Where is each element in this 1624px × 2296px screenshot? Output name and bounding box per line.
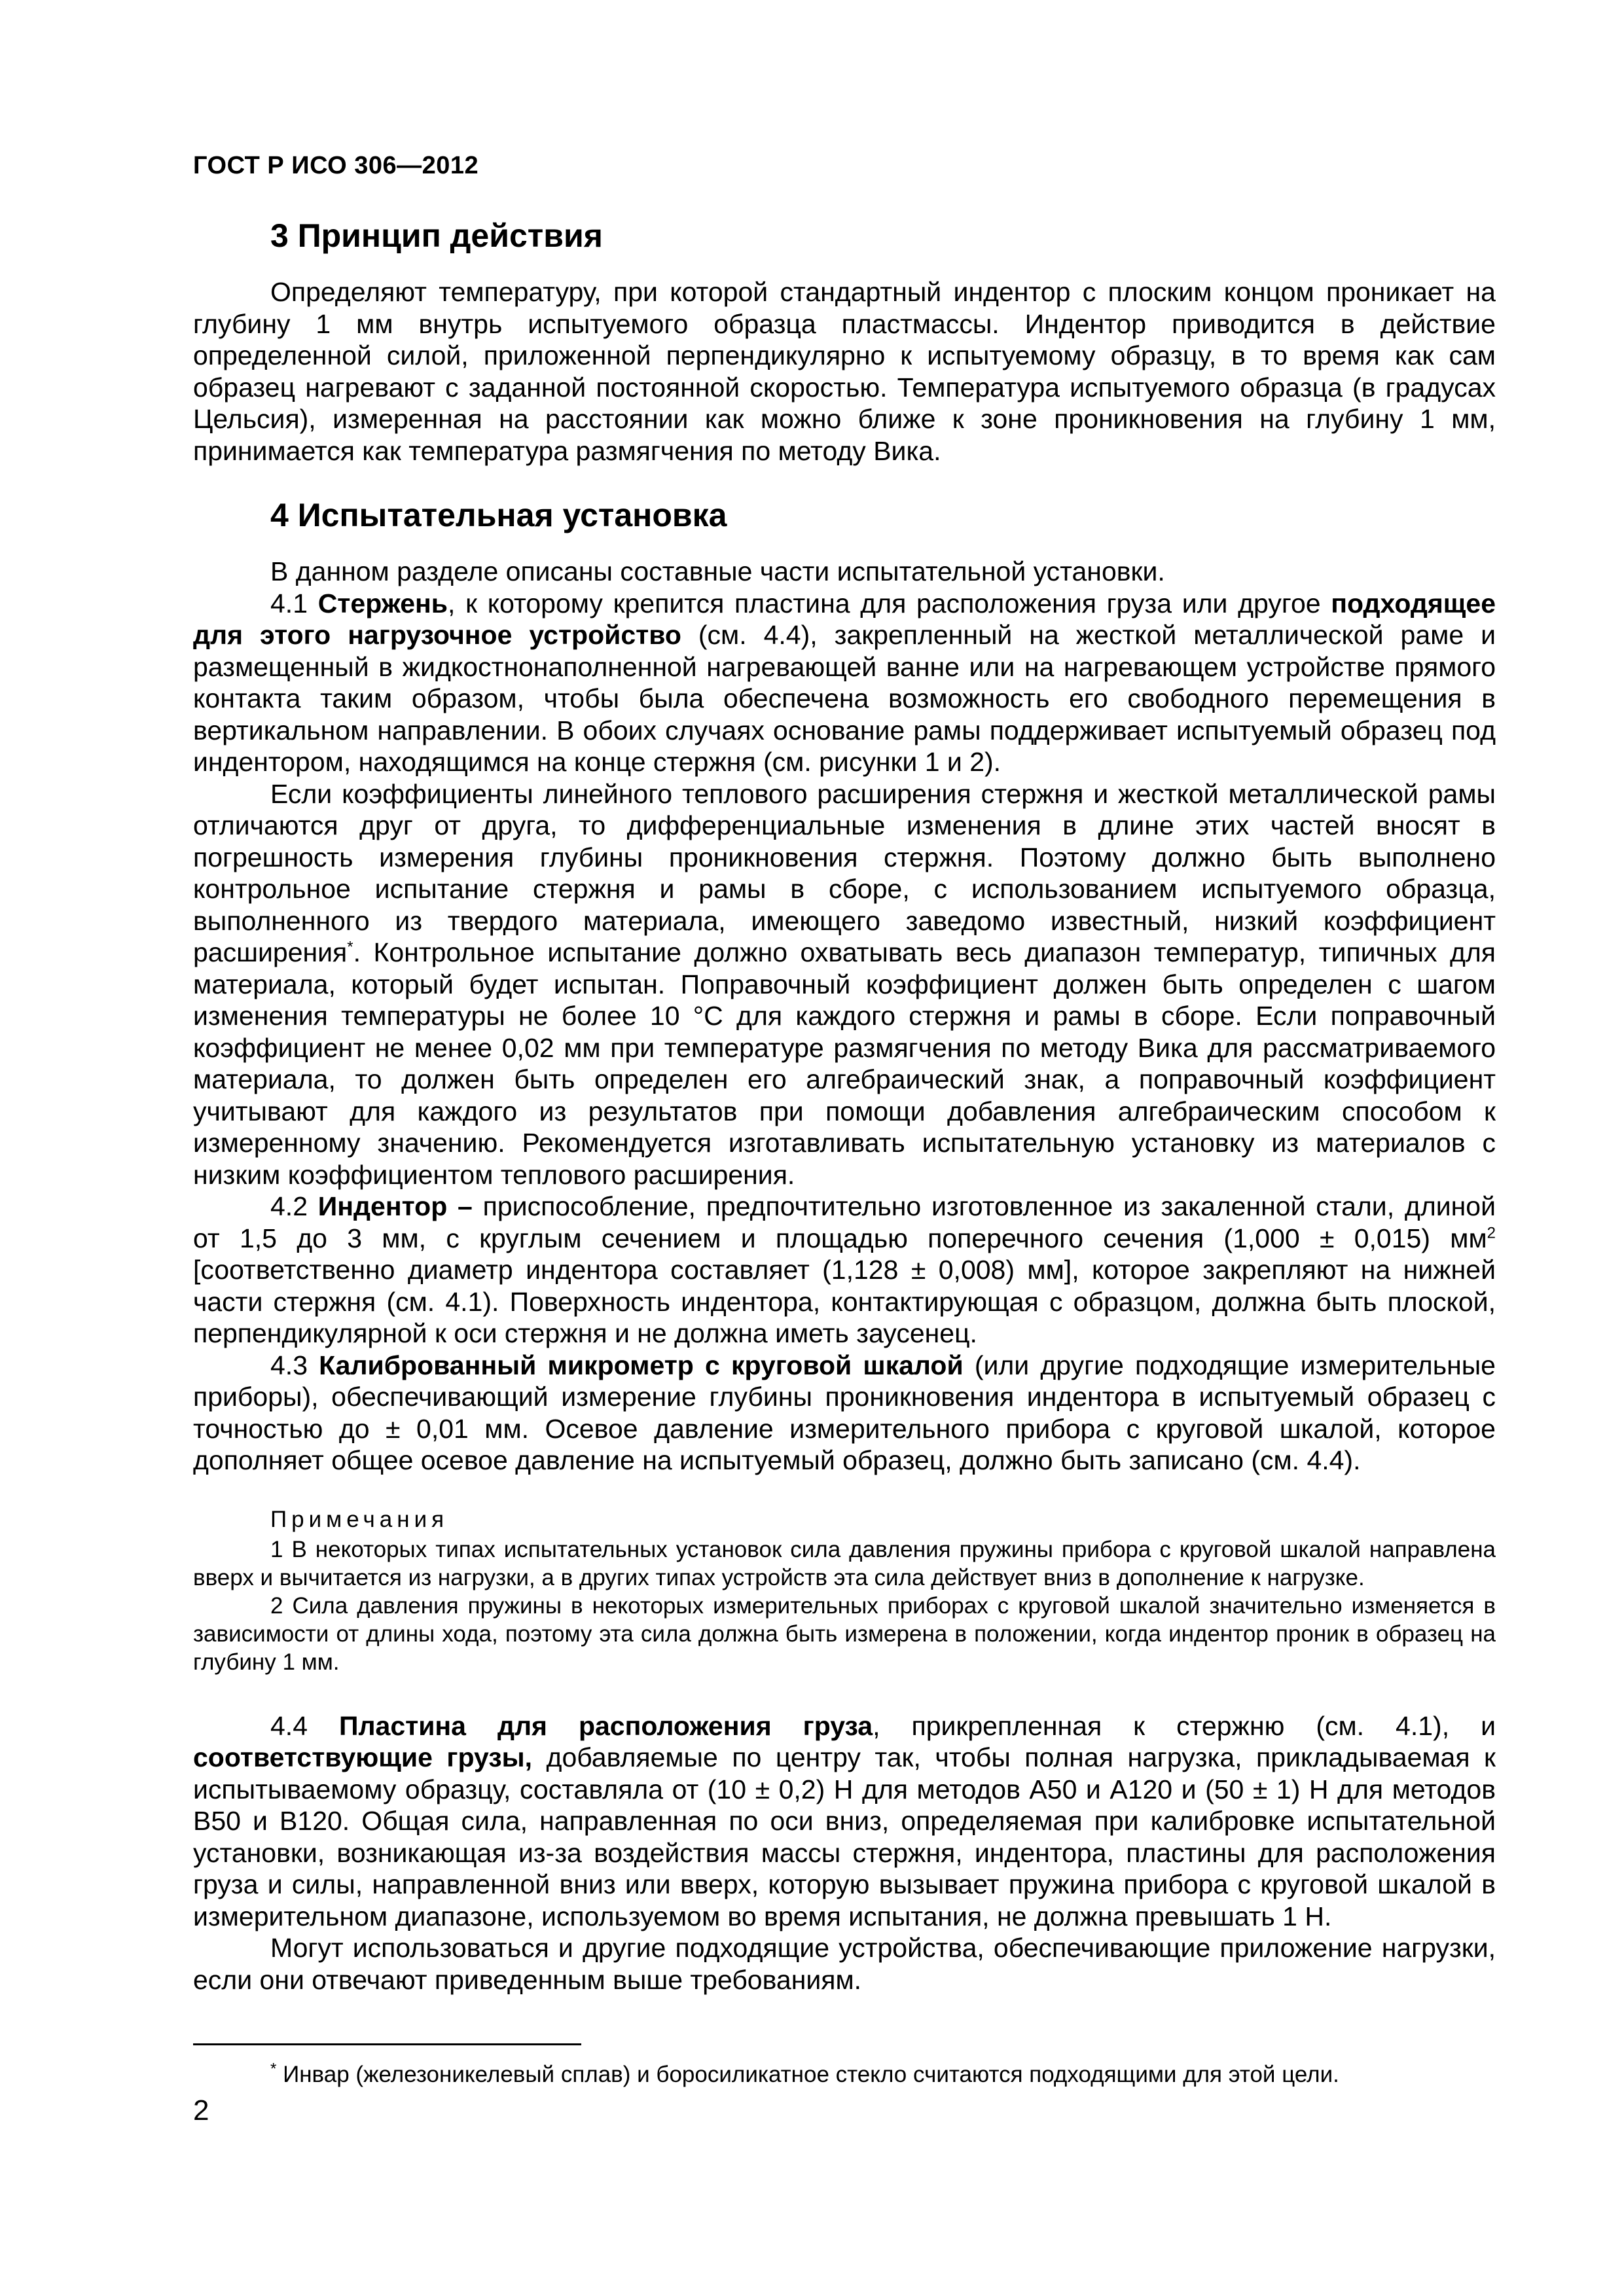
clause-number: 4.1 xyxy=(270,588,318,619)
page-number: 2 xyxy=(193,2094,209,2126)
footnote-separator xyxy=(193,2043,581,2045)
clause-text: Если коэффициенты линейного теплового расширения стержня и жесткой металлической рамы отличаются друг от друга, то дифференциальные изменения в длине этих частей вносят в погрешность измерения глубины проникновения стержня. Поэтому должно быть выполнено контрольное испытание стержня и рамы в сборе, с использованием испытуемого образца, выполненного из твердого материала, имеющего заведомо известный, низкий коэффициент расширения xyxy=(193,778,1496,967)
term-micrometer: Калиброванный микрометр с круговой шкалой xyxy=(319,1350,964,1380)
clause-number: 4.2 xyxy=(270,1191,318,1221)
clause-4-1-continued xyxy=(193,778,1496,1191)
section-4-heading: 4 Испытательная установка xyxy=(270,497,727,533)
term-load-plate: Пластина для расположения груза xyxy=(339,1710,873,1741)
clause-text: (см. 4.4), закрепленный на жесткой металлической раме и размещенный в жидкостнонаполненной нагревающей ванне или на нагревающем устройстве прямого контакта таким образом, чтобы была обеспечена возможность его свободного перемещения в вертикальном направлении. В обоих случаях основание рамы поддерживает испытуемый образец под индентором, находящимся на конце стержня (см. рисунки 1 и 2). xyxy=(193,620,1496,777)
clause-4-1 xyxy=(193,588,1496,778)
term-rod: Стержень xyxy=(317,588,448,619)
footnote xyxy=(270,2060,1501,2089)
clause-text: . Контрольное испытание должно охватывать весь диапазон температур, типичных для материала, который будет испытан. Поправочный коэффициент должен быть определен с шагом изменения температуры не более 10 °С для каждого стержня и рамы в сборе. Если поправочный коэффициент не менее 0,02 мм при температуре размягчения по методу Вика для рассматриваемого материала, то должен быть определен его алгебраический знак, а поправочный коэффициент учитывают для каждого из результатов при помощи добавления алгебраическим способом к измеренному значению. Рекомендуется изготавливать испытательную установку из материалов с низким коэффициентом теплового расширения. xyxy=(193,937,1496,1190)
section-4-intro: В данном разделе описаны составные части испытательной установки. xyxy=(270,556,1165,586)
clause-text: [соответственно диаметр индентора составляет (1,128 ± 0,008) мм], которое закрепляют на нижней части стержня (см. 4.1). Поверхность индентора, контактирующая с образцом, должна быть плоской, перпендикулярной к оси стержня и не должна иметь заусенец. xyxy=(193,1255,1496,1348)
clause-text: , прикрепленная к стержню (см. 4.1), и xyxy=(873,1710,1496,1741)
section-3-heading: 3 Принцип действия xyxy=(270,217,603,254)
term-loading-device: подходящее для этого нагрузочное устройство xyxy=(193,588,1496,650)
clause-4-4-continued: Могут использоваться и другие подходящие устройства, обеспечивающие приложение нагрузки, если они отвечают приведенным выше требованиям. xyxy=(193,1933,1496,1995)
clause-number: 4.3 xyxy=(270,1350,319,1380)
clause-4-3 xyxy=(193,1350,1496,1477)
section-3-paragraph: Определяют температуру, при которой стандартный индентор с плоским концом проникает на глубину 1 мм внутрь испытуемого образца пластмассы. Индентор приводится в действие определенной силой, приложенной перпендикулярно к испытуемому образцу, в то время как сам образец нагревают с заданной постоянной скоростью. Температура испытуемого образца (в градусах Цельсия), измеренная на расстоянии как можно ближе к зоне проникновения на глубину 1 мм, принимается как температура размягчения по методу Вика. xyxy=(193,277,1496,466)
superscript: 2 xyxy=(1487,1223,1496,1242)
clause-4-4 xyxy=(193,1710,1496,1933)
clause-text: добавляемые по центру так, чтобы полная нагрузка, прикладываемая к испытываемому образцу, составляла от (10 ± 0,2) Н для методов А50 и А120 и (50 ± 1) Н для методов В50 и В120. Общая сила, направленная по оси вниз, определяемая при калибровке испытательной установки, возникающая из-за воздействия массы стержня, индентора, пластины для расположения груза и силы, направленной вниз или вверх, которую вызывает пружина прибора с круговой шкалой в измерительном диапазоне, используемом во время испытания, не должна превышать 1 Н. xyxy=(193,1742,1496,1931)
footnote-text: Инвар (железоникелевый сплав) и боросиликатное стекло считаются подходящими для этой цели. xyxy=(276,2062,1339,2087)
clause-4-2 xyxy=(193,1191,1496,1350)
page-content xyxy=(193,216,1496,1996)
footnote-mark: * xyxy=(270,2060,277,2078)
term-weights: соответствующие грузы, xyxy=(193,1742,533,1772)
note-2: 2 Сила давления пружины в некоторых измерительных приборах с круговой шкалой значительно изменяется в зависимости от длины хода, поэтому эта сила должна быть измерена в положении, когда индентор проник в образец на глубину 1 мм. xyxy=(193,1592,1496,1675)
clause-text: , к которому крепится пластина для расположения груза или другое xyxy=(448,588,1331,619)
clause-number: 4.4 xyxy=(270,1710,339,1741)
notes-title: Примечания xyxy=(270,1506,449,1532)
term-indenter: Индентор – xyxy=(317,1191,473,1221)
document-header: ГОСТ Р ИСО 306—2012 xyxy=(193,152,479,179)
clause-text: приспособление, предпочтительно изготовленное из закаленной стали, длиной от 1,5 до 3 мм, с круглым сечением и площадью поперечного сечения (1,000 ± 0,015) мм xyxy=(193,1191,1496,1253)
clause-text: (или другие подходящие измерительные приборы), обеспечивающий измерение глубины проникновения индентора в испытуемый образец с точностью до ± 0,01 мм. Осевое давление измерительного прибора с круговой шкалой, которое дополняет общее осевое давление на испытуемый образец, должно быть записано (см. 4.4). xyxy=(193,1350,1496,1475)
notes-block xyxy=(193,1505,1496,1676)
footnote-reference: * xyxy=(347,938,353,956)
note-1: 1 В некоторых типах испытательных установок сила давления пружины прибора с круговой шкалой направлена вверх и вычитается из нагрузки, а в других типах устройств эта сила действует вниз в дополнение к нагрузке. xyxy=(193,1536,1496,1590)
